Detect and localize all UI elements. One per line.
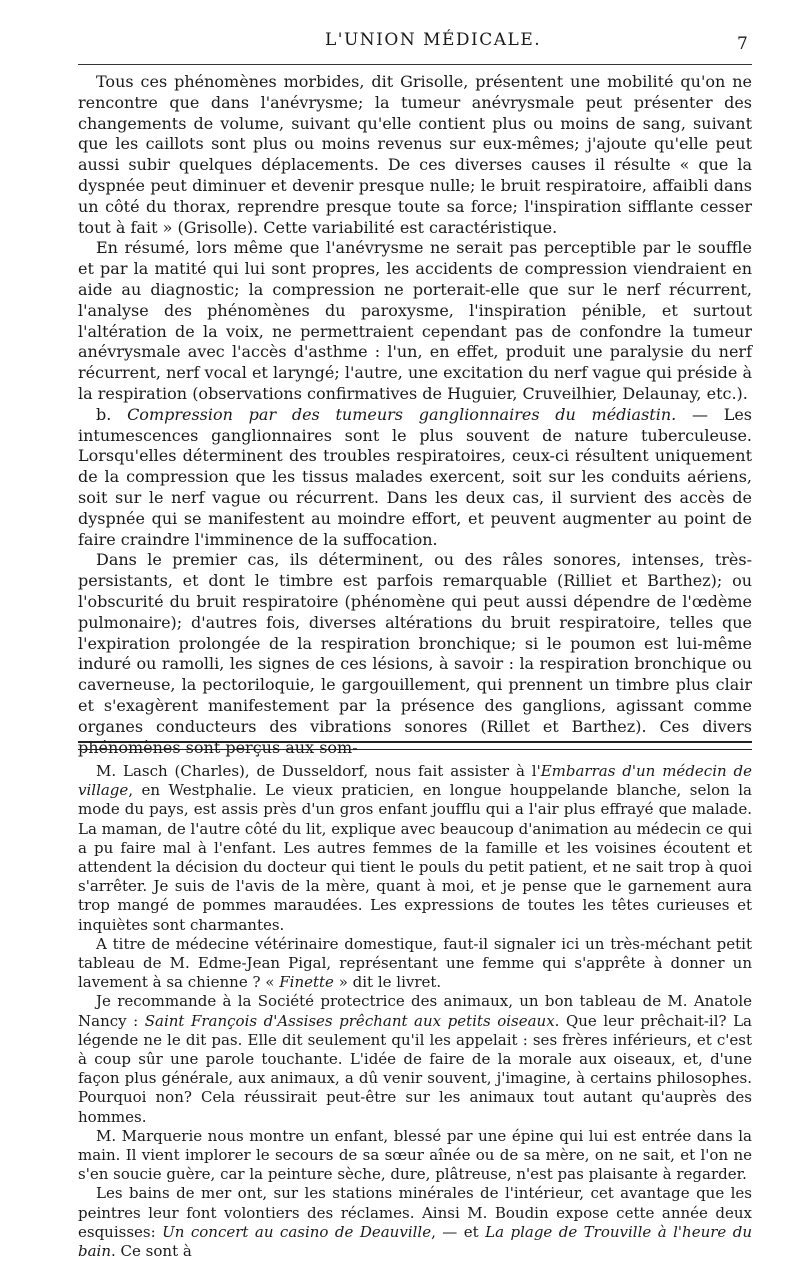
text-run: . Ce sont à	[111, 1242, 192, 1261]
artwork-title: Un concert au casino de Deauville	[162, 1222, 432, 1241]
text-run: Je recommande à la Société protectrice des animaux, un bon tableau de M. Anatole Nancy :	[78, 992, 752, 1030]
text-run: M. Lasch (Charles), de Dusseldorf, nous fait assister à l'	[96, 762, 541, 780]
paragraph	[78, 405, 752, 551]
feuilleton-paragraph	[78, 1184, 752, 1261]
paragraph: Dans le premier cas, ils déterminent, ou des râles sonores, intenses, très-persistants, et dont le timbre est parfois remarquable (Rilliet et Barthez); ou l'obscurité du bruit respiratoire (phénomène qui peut aussi dépendre de l'œdème pulmonaire); d'autres fois, diverses altérations du bruit respiratoire, telles que l'expiration prolongée de la respiration bronchique; si le poumon est lui-même induré ou ramolli, les signes de ces lésions, à savoir : la respiration bronchique ou caverneuse, la pectoriloquie, le gargouillement, qui prennent un timbre plus clair et s'exagèrent manifestement par la présence des ganglions, agissant comme organes conducteurs des vibrations sonores (Rillet et Barthez). Ces divers phénomènes sont perçus aux som-	[78, 550, 752, 757]
text-run: , en Westphalie. Le vieux praticien, en longue houppelande blanche, selon la mode du pays, est assis près d'un gros enfant joufflu qui a l'air plus effrayé que malade. La maman, de l'autre côté du lit, explique avec beaucoup d'animation au médecin ce qui a pu faire mal à l'enfant. Les autres femmes de la famille et les voisines écoutent et attendent la décision du docteur qui tient le pouls du petit patient, et ne sait trop à quoi s'arrêter. Je suis de l'avis de la mère, quant à moi, et je pense que le garnement aura trop mangé de pommes maraudées. Les expressions de toutes les têtes curieuses et inquiètes sont charmantes.	[78, 781, 752, 934]
text-run: » dit le livret.	[333, 973, 442, 992]
feuilleton-paragraph: M. Marquerie nous montre un enfant, blessé par une épine qui lui est entrée dans la main. Il vient implorer le secours de sa sœur aînée ou de sa mère, on ne sait, et l'on ne s'en soucie guère, car la peinture sèche, dure, plâtreuse, n'est pas plaisante à regarder.	[78, 1126, 752, 1184]
artwork-title: La plage de Trouville à l'heure du bain	[78, 1222, 753, 1261]
feuilleton-paragraph	[78, 992, 752, 1126]
text-run: A titre de médecine vétérinaire domestique, faut-il signaler ici un très-méchant petit tableau de M. Edme-Jean Pigal, représentant une femme qui s'apprête à donner un lavement à sa chienne ? «	[78, 934, 752, 992]
page-header	[0, 0, 800, 58]
artwork-title: Embarras d'un médecin de village	[78, 762, 753, 800]
text-run: , — et	[431, 1222, 486, 1241]
paragraph-text: — Les intumescences ganglionnaires sont le plus souvent de nature tuberculeuse. Lorsqu'elles déterminent des troubles respiratoires, ceux-ci résultent uniquement de la compression que les tissus malades exercent, soit sur les conduits aériens, soit sur le nerf vague ou récurrent. Dans les deux cas, il survient des accès de dyspnée qui se manifestent au moindre effort, et peuvent augmenter au point de faire craindre l'imminence de la suffocation.	[78, 404, 752, 549]
feuilleton-paragraph	[78, 935, 752, 993]
feuilleton-paragraph	[78, 762, 752, 935]
text-run: . Que leur prêchait-il? La légende ne le dit pas. Elle dit seulement qu'il les appelait : ses frères inférieurs, et c'est à coup sûr une parole touchante. L'idée de faire de la morale aux oiseaux, et, d'une façon plus générale, aux animaux, a dû venir souvent, j'imagine, à certains philosophes. Pourquoi non? Cela réussirait peut-être sur les animaux tout autant qu'auprès des hommes.	[78, 1011, 752, 1126]
feuilleton-text	[78, 762, 752, 1261]
text-run: Les bains de mer ont, sur les stations minérales de l'intérieur, cet avantage que les peintres leur font volontiers des réclames. Ainsi M. Boudin expose cette année deux esquisses:	[78, 1184, 752, 1241]
section-letter: b.	[96, 404, 112, 424]
header-rule	[78, 64, 752, 65]
paragraph: Tous ces phénomènes morbides, dit Grisolle, présentent une mobilité qu'on ne rencontre que dans l'anévrysme; la tumeur anévrysmale peut présenter des changements de volume, suivant qu'elle contient plus ou moins de sang, suivant que les caillots sont plus ou moins revenus sur eux-mêmes; j'ajoute qu'elle peut aussi subir quelques déplacements. De ces diverses causes il résulte « que la dyspnée peut diminuer et devenir presque nulle; le bruit respiratoire, affaibli dans un côté du thorax, reprendre presque toute sa force; l'inspiration sifflante cesser tout à fait » (Grisolle). Cette variabilité est caractéristique.	[78, 72, 752, 237]
feuilleton-separator	[78, 741, 752, 750]
section-title: Compression par des tumeurs ganglionnaires du médiastin.	[127, 404, 677, 424]
artwork-title: Saint François d'Assises prêchant aux petits oiseaux	[144, 1011, 555, 1030]
main-text	[78, 72, 752, 758]
page-number: 7	[737, 34, 748, 54]
paragraph: En résumé, lors même que l'anévrysme ne serait pas perceptible par le souffle et par la matité qui lui sont propres, les accidents de compression viendraient en aide au diagnostic; la compression ne porterait-elle que sur le nerf récurrent, l'analyse des phénomènes du paroxysme, l'inspiration pénible, et surtout l'altération de la voix, ne permettraient cependant pas de confondre la tumeur anévrysmale avec l'accès d'asthme : l'un, en effet, produit une paralysie du nerf récurrent, nerf vocal et laryngé; l'autre, une excitation du nerf vague qui préside à la respiration (observations confirmatives de Huguier, Cruveilhier, Delaunay, etc.).	[78, 238, 752, 403]
running-title: L'UNION MÉDICALE.	[325, 30, 542, 50]
artwork-title: Finette	[279, 973, 334, 992]
